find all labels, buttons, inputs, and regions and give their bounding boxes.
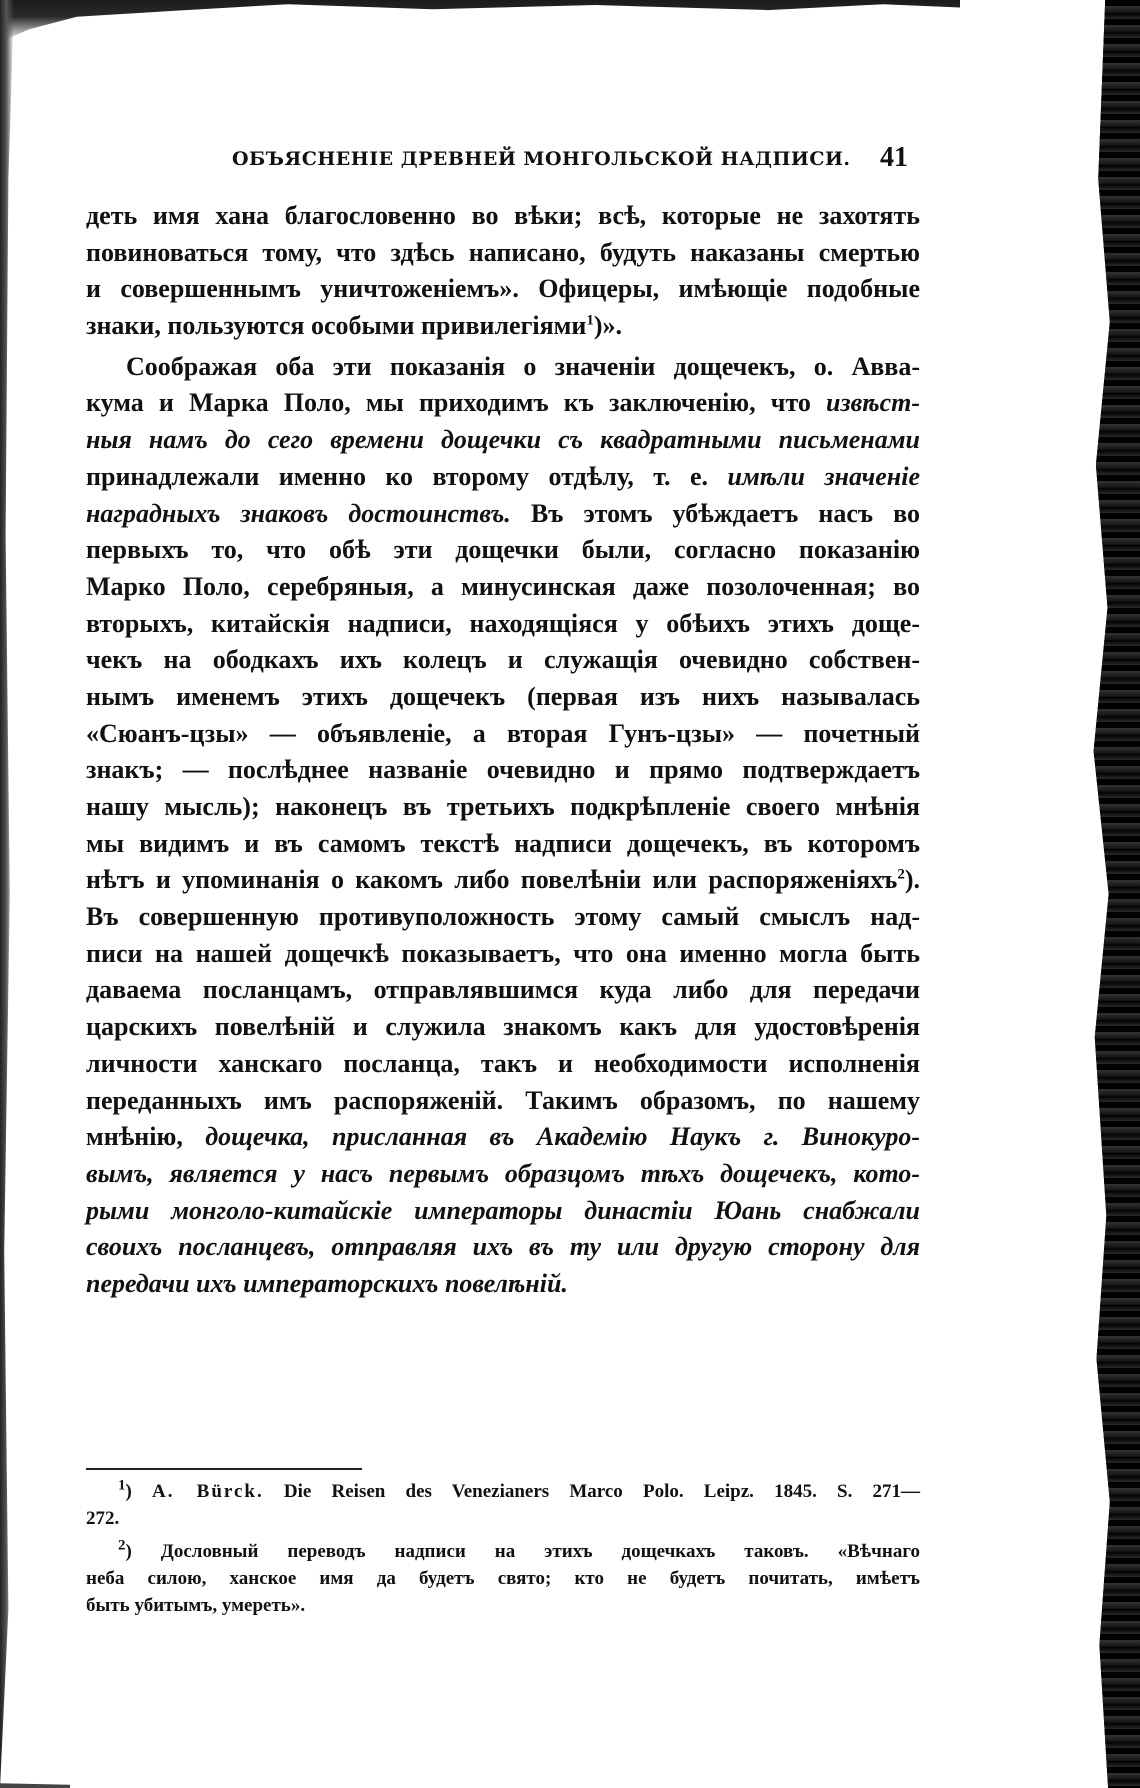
footnote-divider (86, 1468, 362, 1470)
text-line: знакъ; — послѣднее названіе очевидно и прямо подтверждаетъ (86, 755, 920, 785)
text-line: мы видимъ и въ самомъ текстѣ надписи дощечекъ, въ которомъ (86, 828, 920, 858)
running-head (88, 142, 908, 178)
text-line: наградныхъ знаковъ достоинствъ. Въ этомъ убѣждаетъ насъ во (86, 498, 920, 528)
text-line: знаки, пользуются особыми привилегіями$^1$)». (86, 311, 623, 341)
footnote-ref-1: 1 (586, 312, 594, 329)
text-line: переданныхъ имъ распоряженій. Такимъ образомъ, по нашему (86, 1085, 920, 1115)
text-line-italic: рыми монголо-китайскіе императоры династіи Юань снабжали (86, 1195, 920, 1225)
footnote-1-cont: 272. (86, 1508, 120, 1529)
text-line: чекъ на ободкахъ ихъ колецъ и служащія очевидно собствен- (86, 645, 920, 675)
text-line: повиноваться тому, что здѣсь написано, будуть наказаны смертью (86, 237, 920, 267)
text-line: нымъ именемъ этихъ дощечекъ (первая изъ нихъ называлась (86, 681, 920, 711)
text-line: кума и Марка Поло, мы приходимъ къ заключенію, что извѣст- (86, 388, 920, 418)
footnote-2-cont: быть убитымъ, умереть». (86, 1595, 306, 1616)
text-line: даваема посланцамъ, отправлявшимся куда либо для передачи (86, 975, 920, 1005)
text-line: первыхъ то, что обѣ эти дощечки были, согласно показанію (86, 535, 920, 565)
text-line: мнѣнію, дощечка, присланная въ Академію Наукъ г. Винокуро- (86, 1122, 920, 1152)
footnote-2-cont: неба силою, ханское имя да будетъ свято; кто не будетъ почитать, имѣетъ (86, 1568, 920, 1589)
footnotes (86, 1478, 920, 1619)
text-line-italic: ныя намъ до сего времени дощечки съ квадратными письменами (86, 425, 920, 455)
text-line: писи на нашей дощечкѣ показываетъ, что она именно могла быть (86, 938, 920, 968)
text-line: Въ совершенную противуположность этому самый смыслъ над- (86, 902, 920, 932)
footnote-ref-2: 2 (897, 866, 905, 883)
scan-edge-left (0, 0, 14, 1788)
paragraph-start: Соображая оба эти показанія о значеніи дощечекъ, о. Авва- (126, 351, 920, 381)
text-line: деть имя хана благословенно во вѣки; всѣ, которые не захотять (86, 201, 920, 230)
text-line: нѣтъ и упоминанія о какомъ либо повелѣніи или распоряженіяхъ$^2$). (86, 865, 920, 895)
scan-edge-bottom (0, 1780, 70, 1788)
text-line-italic: передачи ихъ императорскихъ повелѣній. (86, 1268, 568, 1298)
text-line: вторыхъ, китайскія надписи, находящіяся у обѣихъ этихъ доще- (86, 608, 920, 638)
body-text (86, 198, 920, 1303)
scan-edge-top (0, 0, 960, 42)
text-line: Марко Поло, серебряныя, а минусинская даже позолоченная; во (86, 571, 920, 601)
text-line: и совершеннымъ уничтоженіемъ». Офицеры, имѣющіе подобные (86, 274, 920, 304)
running-title: ОБЪЯСНЕНІЕ ДРЕВНЕЙ МОНГОЛЬСКОЙ НАДПИСИ. (232, 148, 851, 170)
footnote-2: $^2$) Дословный переводъ надписи на этихъ дощечкахъ таковъ. «Вѣчнаго (118, 1537, 920, 1562)
page-number: 41 (880, 142, 908, 173)
text-line: «Сюанъ-цзы» — объявленіе, а вторая Гунъ-цзы» — почетный (86, 718, 920, 748)
text-line: царскихъ повелѣній и служила знакомъ какъ для удостовѣренія (86, 1012, 920, 1042)
text-line: нашу мысль); наконецъ въ третьихъ подкрѣпленіе своего мнѣнія (86, 792, 920, 821)
text-line: принадлежали именно ко второму отдѣлу, т. е. имѣли значеніе (86, 461, 920, 491)
text-line-italic: вымъ, является у насъ первымъ образцомъ тѣхъ дощечекъ, кото- (86, 1158, 920, 1188)
footnote-1: $^1$) A. Bürck. Die Reisen des Venezianers Marco Polo. Leipz. 1845. S. 271— (118, 1477, 920, 1502)
scan-edge-right (1082, 0, 1140, 1788)
text-line: личности ханскаго посланца, такъ и необходимости исполненія (86, 1048, 920, 1078)
text-line-italic: своихъ посланцевъ, отправляя ихъ въ ту или другую сторону для (86, 1232, 920, 1262)
